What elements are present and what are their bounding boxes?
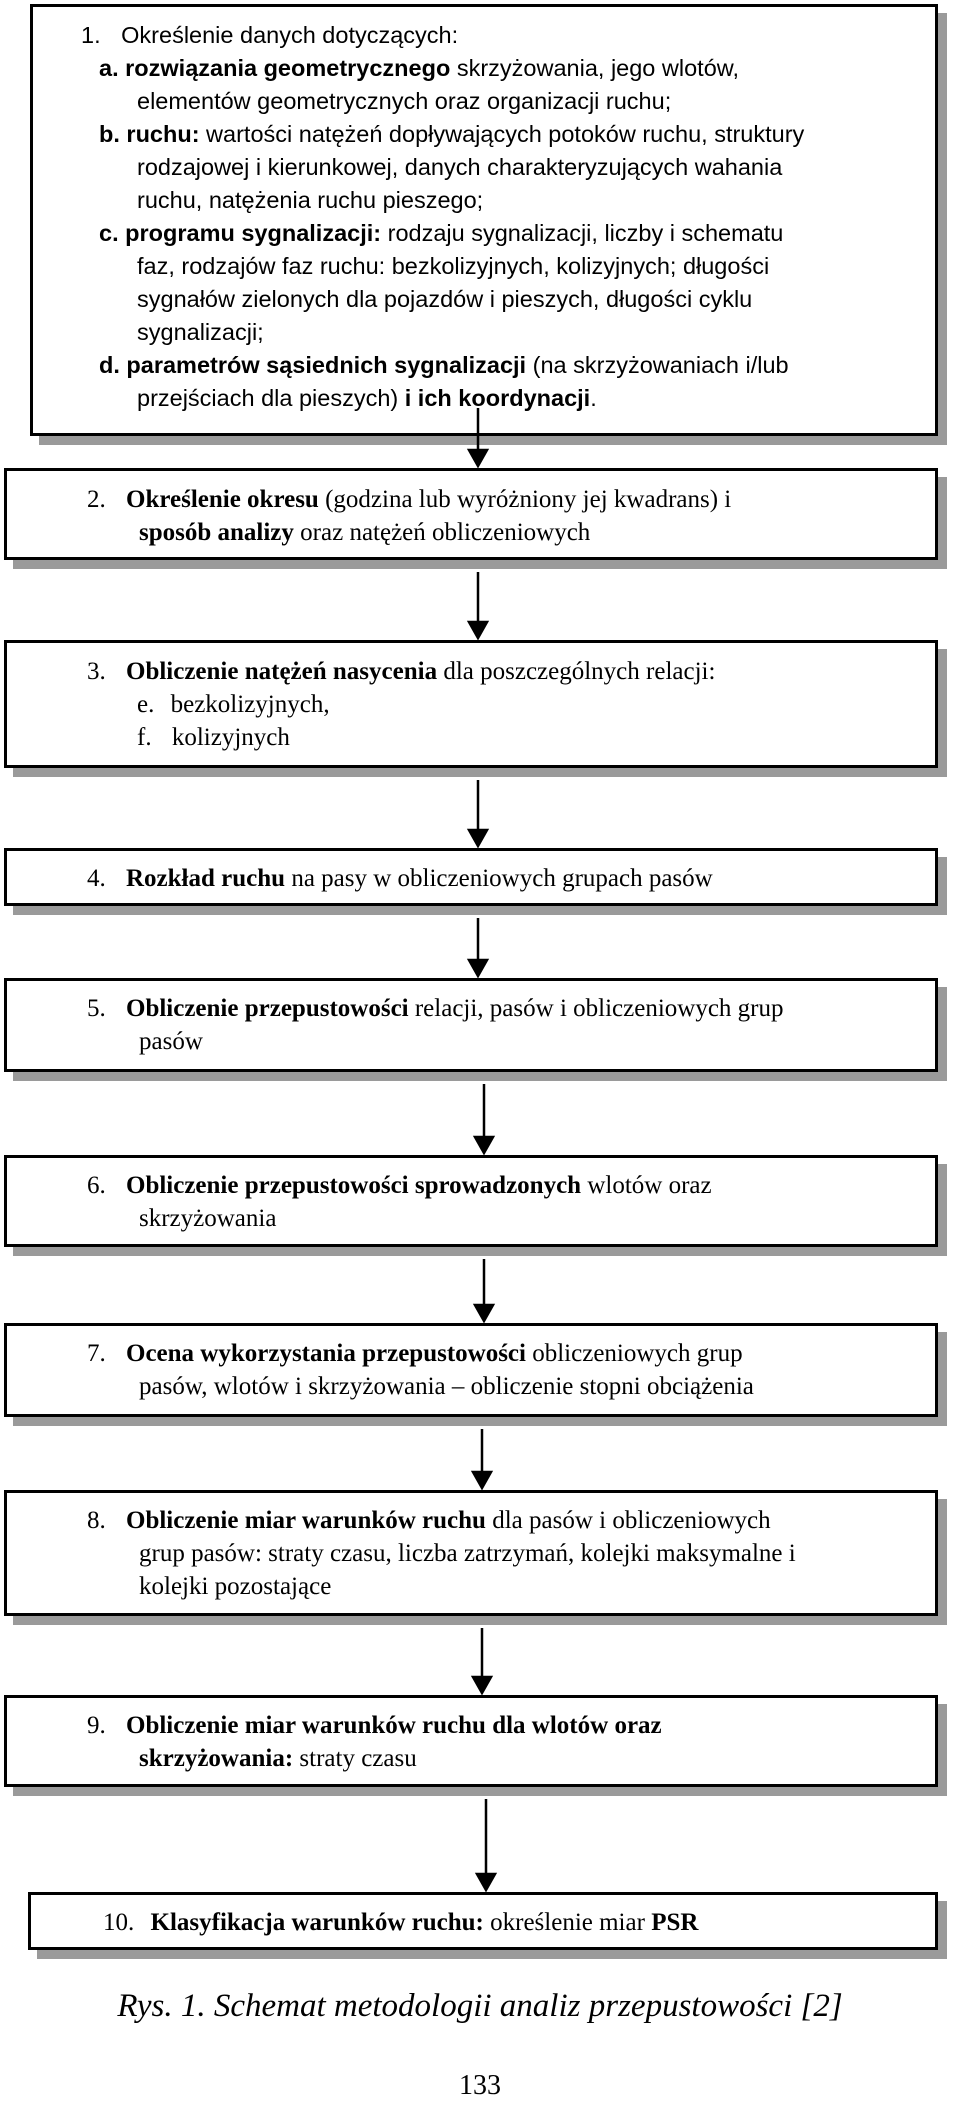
item-d-text: (na skrzyżowaniach i/lub: [526, 352, 789, 378]
step-1-intro: [81, 19, 915, 52]
step-2-line-2: [139, 516, 925, 549]
step-number: 1.: [81, 22, 101, 48]
step-1-box: [30, 4, 938, 436]
step-9-line-1: [87, 1709, 925, 1742]
arrow-9-to-10: [477, 1799, 495, 1890]
arrow-6-to-7: [475, 1259, 493, 1321]
arrow-3-to-4: [469, 780, 487, 846]
step-7-box: [4, 1323, 938, 1417]
item-d-bold: parametrów sąsiednich sygnalizacji: [126, 352, 527, 378]
item-a-text: skrzyżowania, jego wlotów,: [450, 55, 739, 81]
step-4-box: [4, 848, 938, 906]
item-b-text: wartości natężeń dopływających potoków ruchu, struktury: [199, 121, 805, 147]
step-2-text-2: oraz natężeń obliczeniowych: [293, 519, 591, 546]
step-7-line-2: pasów, wlotów i skrzyżowania – obliczenie stopni obciążenia: [139, 1373, 754, 1400]
step-8-line-2: grup pasów: straty czasu, liczba zatrzymań, kolejki maksymalne i: [139, 1540, 796, 1567]
step-3-line-1: [87, 655, 925, 688]
step-3-bold-1: Obliczenie natężeń nasycenia: [126, 658, 438, 685]
step-10-bold-2: PSR: [651, 1909, 699, 1936]
page-number: 133: [459, 2070, 501, 2101]
step-number: 5.: [87, 995, 106, 1022]
item-c-cont-3: sygnalizacji;: [137, 319, 264, 345]
step-6-line-1: [87, 1169, 925, 1202]
step-8-line-3: kolejki pozostające: [139, 1573, 332, 1600]
item-label: d.: [99, 352, 120, 378]
step-4-bold-1: Rozkład ruchu: [126, 865, 286, 892]
step-3-text-1: dla poszczególnych relacji:: [437, 658, 716, 685]
step-number: 2.: [87, 486, 106, 513]
step-number: 9.: [87, 1712, 106, 1739]
step-7-line-1: [87, 1337, 925, 1370]
item-b-cont-2: ruchu, natężenia ruchu pieszego;: [137, 187, 484, 213]
step-2-text-1: (godzina lub wyróżniony jej kwadrans) i: [318, 486, 732, 513]
step-9-text-2: straty czasu: [293, 1745, 417, 1772]
item-d-cont-bold: i ich koordynacji: [404, 385, 591, 411]
step-5-text-1: relacji, pasów i obliczeniowych grup: [408, 995, 784, 1022]
step-6-bold-1: Obliczenie przepustowości sprowadzonych: [126, 1172, 582, 1199]
step-5-box: [4, 978, 938, 1072]
item-b-bold: ruchu:: [126, 121, 200, 147]
step-9-line-2: [139, 1742, 925, 1775]
arrow-4-to-5: [469, 918, 487, 976]
step-number: 3.: [87, 658, 106, 685]
item-b-cont-1: rodzajowej i kierunkowej, danych charakteryzujących wahania: [137, 154, 783, 180]
item-e: [137, 688, 925, 721]
step-number: 6.: [87, 1172, 106, 1199]
step-5-line-1: [87, 992, 925, 1025]
step-10-box: [28, 1892, 938, 1950]
step-1-intro-text: Określenie danych dotyczących:: [121, 22, 459, 48]
step-2-bold-2: sposób analizy: [139, 519, 294, 546]
item-label: f.: [137, 724, 152, 751]
step-10-bold-1: Klasyfikacja warunków ruchu:: [150, 1909, 484, 1936]
step-2-box: [4, 468, 938, 560]
step-number: 7.: [87, 1340, 106, 1367]
item-label: c.: [99, 220, 119, 246]
item-c-bold: programu sygnalizacji:: [125, 220, 382, 246]
step-3-box: [4, 640, 938, 768]
step-5-bold-1: Obliczenie przepustowości: [126, 995, 409, 1022]
item-f-text: kolizyjnych: [171, 724, 290, 751]
item-d: [99, 349, 915, 382]
item-d-cont-end: .: [590, 385, 597, 411]
step-9-box: [4, 1695, 938, 1787]
step-7-text-1: obliczeniowych grup: [525, 1340, 743, 1367]
step-8-bold-1: Obliczenie miar warunków ruchu: [126, 1507, 486, 1534]
step-4-text-1: na pasy w obliczeniowych grupach pasów: [285, 865, 713, 892]
item-label: e.: [137, 691, 155, 718]
step-10-text-1: określenie miar: [483, 1909, 652, 1936]
step-number: 4.: [87, 865, 106, 892]
step-5-line-2: pasów: [139, 1028, 203, 1055]
item-a-bold: rozwiązania geometrycznego: [125, 55, 451, 81]
step-number: 10.: [103, 1909, 135, 1936]
item-a-cont: elementów geometrycznych oraz organizacji ruchu;: [137, 88, 672, 114]
step-9-bold-2: skrzyżowania:: [139, 1745, 294, 1772]
step-8-text-1: dla pasów i obliczeniowych: [485, 1507, 771, 1534]
step-2-line-1: [87, 483, 925, 516]
arrow-5-to-6: [475, 1084, 493, 1153]
item-label: b.: [99, 121, 120, 147]
step-6-text-1: wlotów oraz: [581, 1172, 712, 1199]
item-d-cont-text: przejściach dla pieszych): [137, 385, 405, 411]
step-8-line-1: [87, 1504, 925, 1537]
item-c-text: rodzaju sygnalizacji, liczby i schematu: [381, 220, 784, 246]
step-8-box: [4, 1490, 938, 1616]
item-c: [99, 217, 915, 250]
step-number: 8.: [87, 1507, 106, 1534]
arrow-7-to-8: [473, 1429, 491, 1488]
item-a: [99, 52, 915, 85]
item-e-text: bezkolizyjnych,: [170, 691, 330, 718]
figure-caption: Rys. 1. Schemat metodologii analiz przepustowości [2]: [117, 1988, 843, 2024]
item-b: [99, 118, 915, 151]
item-c-cont-1: faz, rodzajów faz ruchu: bezkolizyjnych, kolizyjnych; długości: [137, 253, 770, 279]
item-c-cont-2: sygnałów zielonych dla pojazdów i pieszych, długości cyklu: [137, 286, 753, 312]
arrow-2-to-3: [469, 572, 487, 638]
step-6-box: [4, 1155, 938, 1247]
step-7-bold-1: Ocena wykorzystania przepustowości: [126, 1340, 526, 1367]
step-2-bold-1: Określenie okresu: [126, 486, 319, 513]
item-f: [137, 721, 925, 754]
item-label: a.: [99, 55, 119, 81]
item-d-cont: [137, 382, 915, 415]
arrow-8-to-9: [473, 1628, 491, 1693]
step-9-bold-1: Obliczenie miar warunków ruchu dla wlotów oraz: [126, 1712, 662, 1739]
step-6-line-2: skrzyżowania: [139, 1205, 277, 1232]
